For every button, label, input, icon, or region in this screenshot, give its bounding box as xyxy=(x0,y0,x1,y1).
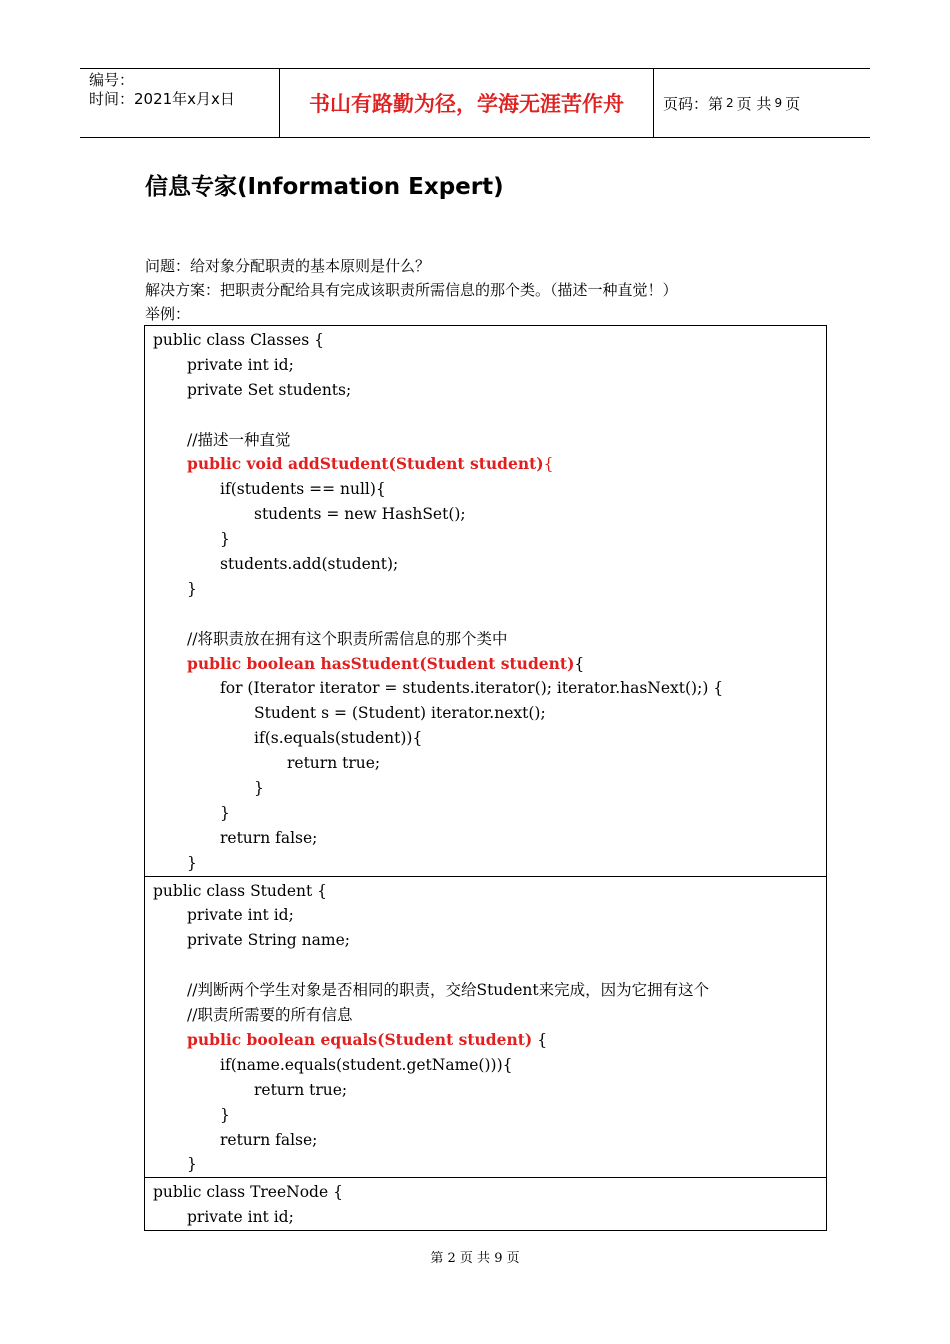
code-brace: { xyxy=(574,654,585,673)
page-total: 9 xyxy=(774,96,783,110)
code-line: private String name; xyxy=(187,931,350,950)
code-line: private int id; xyxy=(187,355,294,374)
page-footer: 第 2 页 共 9 页 xyxy=(430,1251,520,1266)
code-line: } xyxy=(220,530,230,549)
page-label: 页码：第 xyxy=(663,94,724,113)
header-motto: 书山有路勤为径，学海无涯苦作舟 xyxy=(280,69,654,137)
page-mid: 页 共 xyxy=(736,94,772,113)
code-method-signature xyxy=(153,1028,826,1053)
code-cell-student xyxy=(145,876,826,1178)
method-equals: public boolean equals(Student student) xyxy=(187,1029,533,1049)
code-brace: { xyxy=(543,455,554,474)
solution-text: 解决方案：把职责分配给具有完成该职责所需信息的那个类。（描述一种直觉！） xyxy=(145,281,678,299)
code-comment: //将职责放在拥有这个职责所需信息的那个类中 xyxy=(187,629,508,648)
code-line: private Set students; xyxy=(187,380,352,399)
code-line: if(s.equals(student)){ xyxy=(254,729,423,748)
code-line: } xyxy=(187,853,197,872)
code-comment: //描述一种直觉 xyxy=(187,430,291,449)
code-line xyxy=(153,403,826,428)
code-line: } xyxy=(187,1155,197,1174)
code-comment: //判断两个学生对象是否相同的职责，交给Student来完成，因为它拥有这个 xyxy=(187,981,710,1000)
code-line: } xyxy=(254,779,264,798)
header-meta xyxy=(80,69,280,137)
intro-text xyxy=(145,254,678,326)
code-line: private int id; xyxy=(187,906,294,925)
header-page-info xyxy=(654,69,870,137)
code-line: if(name.equals(student.getName())){ xyxy=(220,1055,513,1074)
code-line: Student s = (Student) iterator.next(); xyxy=(254,704,546,723)
code-line: } xyxy=(220,1105,230,1124)
code-line: } xyxy=(187,579,197,598)
code-line: return true; xyxy=(287,754,381,773)
page-current: 2 xyxy=(726,96,734,110)
code-line: private int id; xyxy=(187,1208,294,1227)
code-line: return false; xyxy=(220,828,318,847)
code-brace: { xyxy=(532,1030,548,1049)
section-title: 信息专家(Information Expert) xyxy=(145,174,504,200)
code-line: public class TreeNode { xyxy=(153,1183,343,1202)
code-line: if(students == null){ xyxy=(220,480,386,499)
code-cell-treenode xyxy=(145,1177,826,1230)
problem-text: 问题：给对象分配职责的基本原则是什么？ xyxy=(145,257,431,275)
number-label: 编号： xyxy=(89,71,135,89)
time-label: 时间：2021年x月x日 xyxy=(89,90,235,108)
example-label: 举例： xyxy=(145,305,191,323)
code-line: } xyxy=(220,803,230,822)
code-line: return false; xyxy=(220,1130,318,1149)
code-line xyxy=(153,953,826,978)
code-line: for (Iterator iterator = students.iterator(); iterator.hasNext();) { xyxy=(220,679,724,698)
page-end: 页 xyxy=(785,94,801,113)
code-line xyxy=(153,602,826,627)
code-line: students.add(student); xyxy=(220,555,399,574)
code-line: return true; xyxy=(254,1080,348,1099)
code-method-signature xyxy=(153,452,826,477)
code-line: public class Student { xyxy=(153,881,327,900)
code-line: students = new HashSet(); xyxy=(254,505,466,524)
code-cell-classes xyxy=(145,326,826,876)
code-method-signature xyxy=(153,652,826,677)
page-header xyxy=(80,68,870,138)
method-has-student: public boolean hasStudent(Student student) xyxy=(187,653,575,673)
method-add-student: public void addStudent(Student student) xyxy=(187,454,544,474)
code-line: public class Classes { xyxy=(153,331,324,349)
code-table xyxy=(144,325,827,1231)
code-comment: //职责所需要的所有信息 xyxy=(187,1006,353,1025)
